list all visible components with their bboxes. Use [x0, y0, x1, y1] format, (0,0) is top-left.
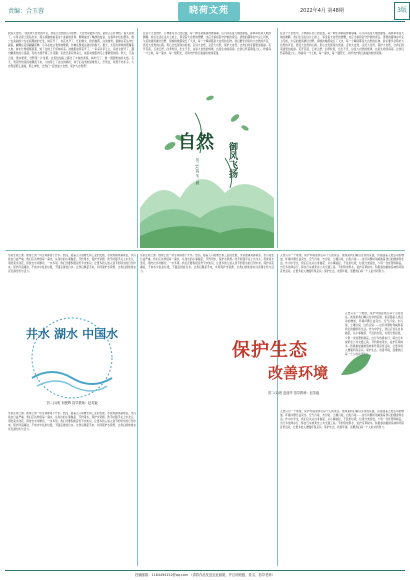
- poem-block: [140, 30, 274, 246]
- article-nature-left: 我爱大自然。 我喜欢大自然的声音，我爱大自然的山川原野。大自然是最伟大的，能使人心旷神怡。春天到来了，小草从泥土里钻出来，探头探脑地看着这个美丽的世界。柳树抽出了嫩绿的枝条，在春风中轻轻摆动，像一位美丽的少女在梳理她的长发。桃花开了，杏花也开了，红的像火，粉的像霞，白的像雪。蜜蜂在花丛中忙碌着，蝴蝶在花间翩翩起舞。小鸟在枝头欢快地歌唱，仿佛在赞美这美好的春天。夏天，太阳火辣辣地照耀着大地，树木长得郁郁葱葱，知了在树上不停地叫着。池塘里的荷花开了，一朵朵亭亭玉立，有的全展开了，露出嫩黄色的小莲蓬；有的才展开两三片花瓣；有的还是花骨朵儿，看起来饱胀得马上要破裂似的。秋天，天高云淡，果实累累，田野里一片金黄，农民伯伯脸上露出了丰收的喜悦。枫叶红了，像一团团燃烧的火焰。冬天，雪花纷纷扬扬地飘落下来，大地穿上了洁白的棉袄，孩子们在雪地里堆雪人、打雪仗，玩得不亦乐乎。大自然是那么美丽，那么神奇，让我们一起热爱大自然，保护大自然吧！: [8, 32, 134, 68]
- article-water-right: 水是生命之源。地球上的一切生命都离不开水。然而，随着人口的增长和工业的发展，水资源越来越紧张，水污染也日益严重。我们应该珍惜每一滴水，从身边的小事做起，节约用水，保护水资源。洗手时随手关上水龙头，用洗菜水浇花，用洗衣水冲厕所，一水多用。我们还要积极宣传节水知识，让更多的人加入到节约用水的行列中来。保护河流湖泊，不向水中乱扔垃圾，不随意排放污水。让我们携起手来，共同保护水资源，让我们的地球永远充满生机与活力。: [140, 254, 274, 274]
- article-nature-right: 在这个大自然中，万物都有自己的位置，每一种生命都值得被尊重。山川河流是大地的脉络，森林草原是大地的肺腑。我们生活在这片土地上，享受着大自然的馈赠，也应当承担起守护她的责任。清晨的露珠在叶尖上闪烁，午后的微风拂过田野，傍晚的晚霞染红了天边，每一个瞬间都是大自然的礼物。我们要学会聆听大自然的声音，感受大自然的心跳，用心去发现身边的美。走进大自然，亲近大自然，保护大自然，让我们的家园更加美丽。花开花落，云卷云舒，四季轮回，生生不息，这是大自然的规律，也是生命的真谛。让我们怀着敬畏之心，珍惜每一寸土地，每一滴水，每一缕阳光，共同守护我们美丽的地球家园。: [280, 32, 404, 56]
- water-title: 井水 湖水 中国水: [25, 327, 119, 341]
- column-divider: [137, 28, 138, 248]
- section-rule: [5, 250, 405, 251]
- poem-title: 自然: [178, 132, 214, 153]
- submission-footer: 投稿邮箱：1164494152@qq.com （请将作品发送至此邮箱，并注明班级、姓名、指导老师）: [5, 570, 405, 580]
- page-number: 3版: [394, 2, 410, 20]
- article-environment-bottom: 人类只有一个地球，保护环境是我们每个人的责任。地球是我们赖以生存的家园，但是随着人类活动的增加，环境问题日益突出。空气污染、水污染、土壤污染、白色污染……这些问题时刻威胁着我们的健康和生活。作为中学生，我们应该从自身做起，从小事做起，不乱扔垃圾，垃圾分类投放，少用一次性塑料制品，出行多选择步行、骑自行车或乘坐公共交通工具。节约用电用水，爱护花草树木。积极参加植树造林和环保宣传活动，让更多的人增强环保意识。保护生态，改善环境，需要我们每一个人的共同努力。: [280, 410, 404, 430]
- poem-byline: 初二(1)班 朱一涵: [195, 158, 199, 185]
- eco-title-line2: 改善环境: [268, 364, 329, 382]
- issue-info: 2022年4月 第48期: [300, 8, 344, 14]
- poem-intro: 在这个大自然中，万物都有自己的位置，每一种生命都值得被尊重。山川河流是大地的脉络，森林草原是大地的肺腑。我们生活在这片土地上，享受着大自然的馈赠，也应当承担起守护她的责任。清晨的露珠在叶尖上闪烁，午后的微风拂过田野，傍晚的晚霞染红了天边，每一个瞬间都是大自然的礼物。我们要学会聆听大自然的声音，感受大自然的心跳，用心去发现身边的美。走进大自然，亲近大自然，保护大自然，让我们的家园更加美丽。花开花落，云卷云舒，四季轮回，生生不息，这是大自然的规律，也是生命的真谛。让我们怀着敬畏之心，珍惜每一寸土地，每一滴水，每一缕阳光，共同守护我们美丽的地球家园。: [143, 32, 271, 56]
- article-environment-top: 人类只有一个地球，保护环境是我们每个人的责任。地球是我们赖以生存的家园，但是随着人类活动的增加，环境问题日益突出。空气污染、水污染、土壤污染、白色污染……这些问题时刻威胁着我们的健康和生活。作为中学生，我们应该从自身做起，从小事做起，不乱扔垃圾，垃圾分类投放，少用一次性塑料制品，出行多选择步行、骑自行车或乘坐公共交通工具。节约用电用水，爱护花草树木。积极参加植树造林和环保宣传活动，让更多的人增强环保意识。保护生态，改善环境，需要我们每一个人的共同努力。: [280, 254, 404, 274]
- section-banner: [178, 2, 240, 21]
- eco-byline: 初二(1)班 赵丽华 指导教师：赵英毅: [268, 391, 320, 395]
- article-water-bottom: 水是生命之源。地球上的一切生命都离不开水。然而，随着人口的增长和工业的发展，水资源越来越紧张，水污染也日益严重。我们应该珍惜每一滴水，从身边的小事做起，节约用水，保护水资源。洗手时随手关上水龙头，用洗菜水浇花，用洗衣水冲厕所，一水多用。我们还要积极宣传节水知识，让更多的人加入到节约用水的行列中来。保护河流湖泊，不向水中乱扔垃圾，不随意排放污水。让我们携起手来，共同保护水资源，让我们的地球永远充满生机与活力。: [8, 412, 136, 432]
- water-byline: 初二(1)班 何俊辉 指导教师：赵英毅: [46, 401, 98, 405]
- section-banner-label: 晓荷文苑: [188, 6, 229, 16]
- article-environment-side: 人类只有一个地球，保护环境是我们每个人的责任。地球是我们赖以生存的家园，但是随着人类活动的增加，环境问题日益突出。空气污染、水污染、土壤污染、白色污染……这些问题时刻威胁着我们的健康和生活。作为中学生，我们应该从自身做起，从小事做起，不乱扔垃圾，垃圾分类投放，少用一次性塑料制品，出行多选择步行、骑自行车或乘坐公共交通工具。节约用电用水，爱护花草树木。积极参加植树造林和环保宣传活动，让更多的人增强环保意识。保护生态，改善环境，需要我们每一个人的共同努力。: [345, 312, 403, 356]
- column-divider: [277, 28, 278, 248]
- eco-title-line1: 保护生态: [232, 340, 308, 361]
- header-rule: [5, 21, 405, 22]
- water-emblem: [12, 316, 132, 410]
- poem-subtitle: 御风飞扬: [227, 142, 237, 178]
- article-water-top: 水是生命之源。地球上的一切生命都离不开水。然而，随着人口的增长和工业的发展，水资源越来越紧张，水污染也日益严重。我们应该珍惜每一滴水，从身边的小事做起，节约用水，保护水资源。洗手时随手关上水龙头，用洗菜水浇花，用洗衣水冲厕所，一水多用。我们还要积极宣传节水知识，让更多的人加入到节约用水的行列中来。保护河流湖泊，不向水中乱扔垃圾，不随意排放污水。让我们携起手来，共同保护水资源，让我们的地球永远充满生机与活力。: [8, 254, 136, 274]
- editor-credit: 责编：合玉蓉: [8, 8, 45, 15]
- column-divider: [137, 254, 138, 566]
- column-divider: [277, 254, 278, 566]
